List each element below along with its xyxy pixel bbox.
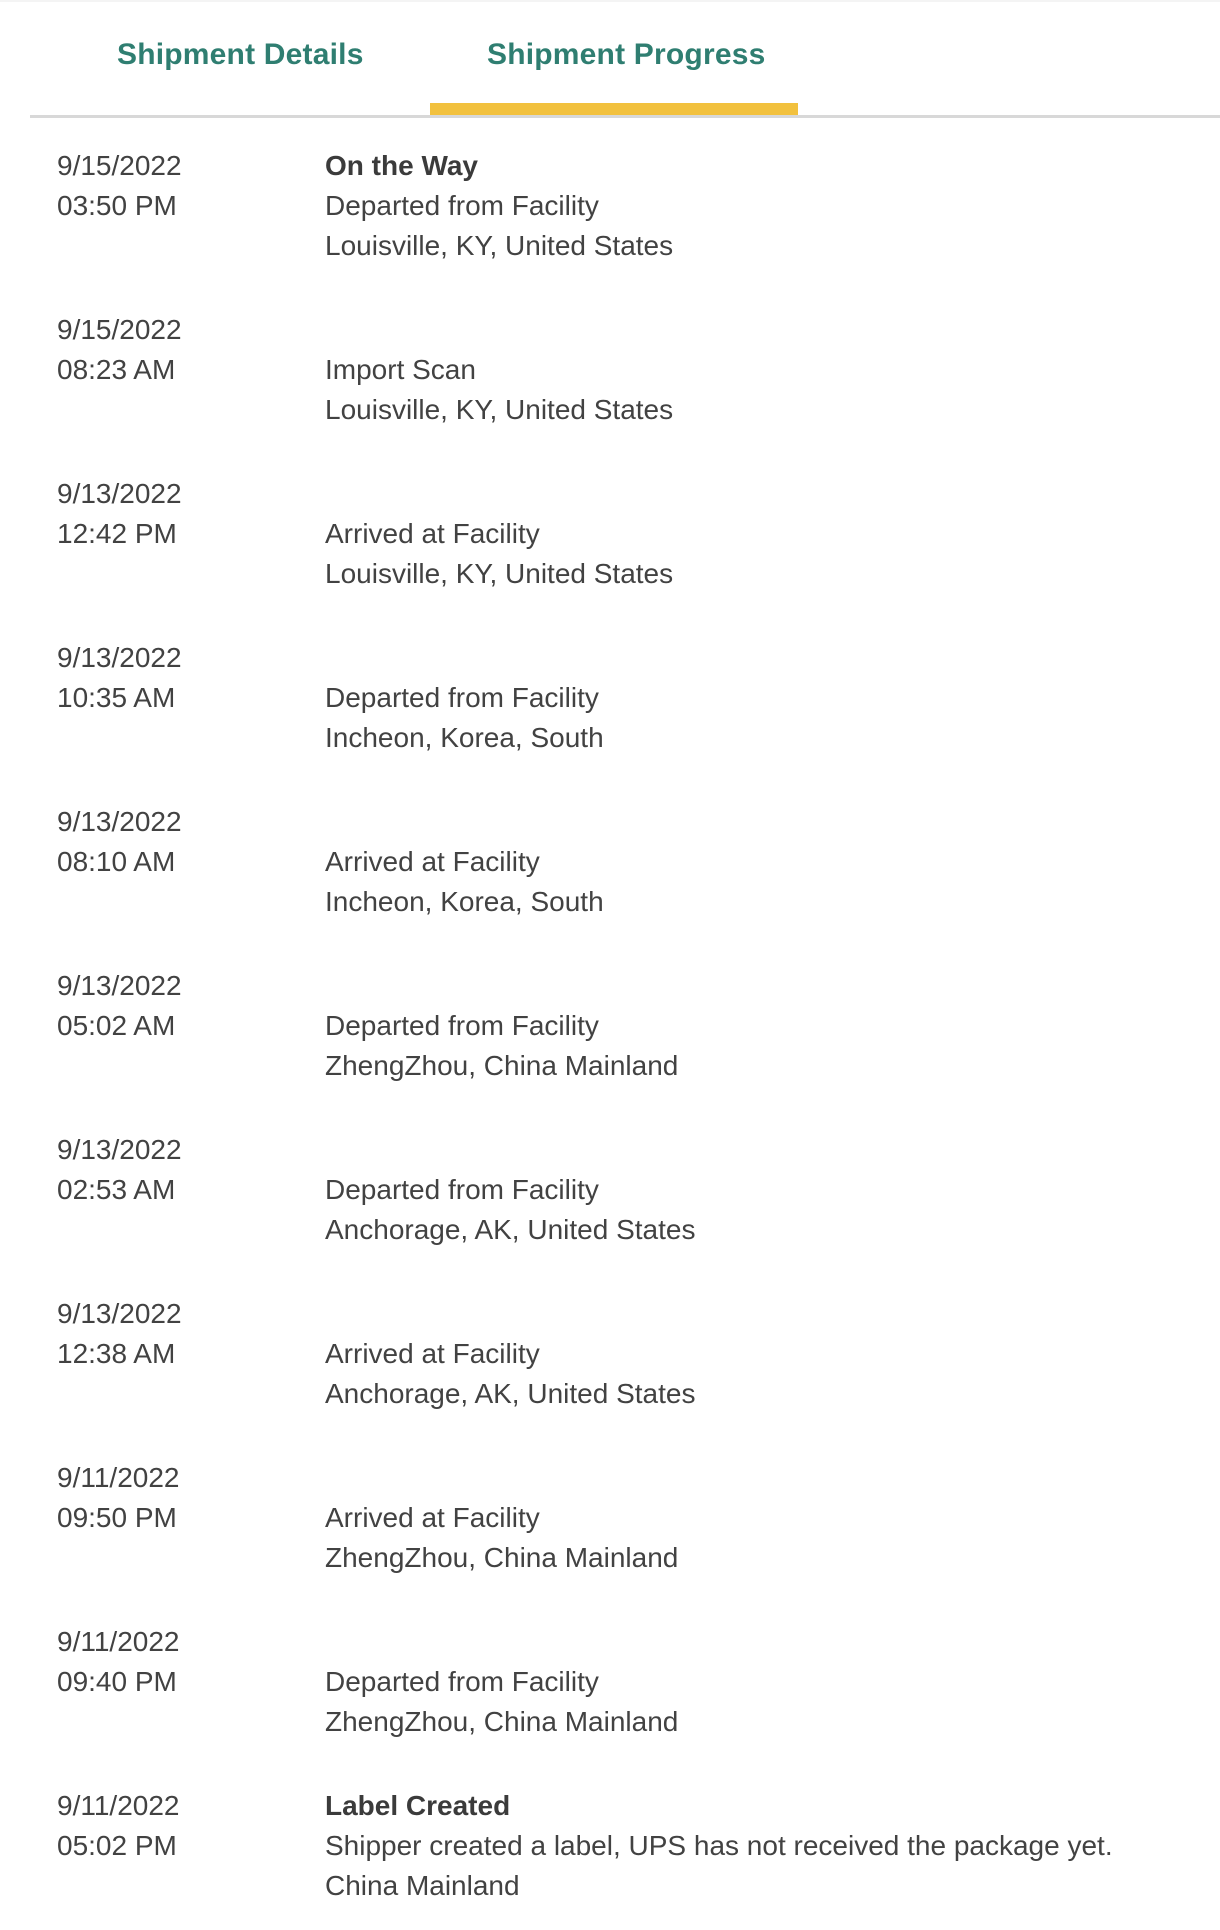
entry-status-title (325, 1294, 1180, 1334)
entry-activity: Arrived at Facility (325, 1338, 540, 1369)
entry-status-title (325, 802, 1180, 842)
entry-status-title (325, 638, 1180, 678)
entry-datetime-column (0, 638, 325, 758)
entry-activity: Departed from Facility (325, 1666, 599, 1697)
entry-status-column (325, 310, 1220, 430)
entry-activity: Departed from Facility (325, 1010, 599, 1041)
entry-time: 09:40 PM (57, 1666, 177, 1697)
entry-time: 03:50 PM (57, 190, 177, 221)
entry-datetime-column (0, 1786, 325, 1906)
entry-activity: Departed from Facility (325, 682, 599, 713)
entry-location: Anchorage, AK, United States (325, 1214, 696, 1245)
entry-date: 9/15/2022 (57, 150, 182, 181)
entry-datetime-column (0, 1458, 325, 1578)
entry-datetime-column (0, 146, 325, 266)
entry-activity: Arrived at Facility (325, 518, 540, 549)
entry-activity: Import Scan (325, 354, 476, 385)
entry-activity: Arrived at Facility (325, 846, 540, 877)
timeline-entry (0, 1130, 1220, 1250)
entry-location: Louisville, KY, United States (325, 394, 674, 425)
entry-location: Louisville, KY, United States (325, 230, 674, 261)
entry-time: 10:35 AM (57, 682, 176, 713)
entry-date: 9/13/2022 (57, 1298, 182, 1329)
entry-date: 9/13/2022 (57, 642, 182, 673)
entry-status-title: Label Created (325, 1790, 511, 1821)
entry-date: 9/13/2022 (57, 806, 182, 837)
tab-shipment-details[interactable]: Shipment Details (117, 38, 364, 71)
timeline-entry (0, 1294, 1220, 1414)
tab-shipment-progress[interactable]: Shipment Progress (487, 38, 766, 71)
entry-date: 9/11/2022 (57, 1462, 180, 1493)
timeline-entry (0, 474, 1220, 594)
entry-datetime-column (0, 1294, 325, 1414)
entry-activity: Departed from Facility (325, 190, 599, 221)
shipment-progress-timeline (0, 120, 1220, 1906)
shipment-tab-bar (0, 0, 1220, 120)
timeline-entry (0, 310, 1220, 430)
tab-divider (30, 115, 1220, 118)
entry-status-column (325, 1130, 1220, 1250)
entry-status-title (325, 1130, 1180, 1170)
timeline-entry (0, 1786, 1220, 1906)
entry-location: ZhengZhou, China Mainland (325, 1050, 679, 1081)
entry-time: 09:50 PM (57, 1502, 177, 1533)
timeline-entry (0, 146, 1220, 266)
entry-location: Anchorage, AK, United States (325, 1378, 696, 1409)
entry-status-column (325, 146, 1220, 266)
entry-time: 05:02 AM (57, 1010, 176, 1041)
entry-activity: Arrived at Facility (325, 1502, 540, 1533)
entry-date: 9/13/2022 (57, 970, 182, 1001)
entry-status-title: On the Way (325, 150, 478, 181)
entry-activity: Departed from Facility (325, 1174, 599, 1205)
entry-date: 9/13/2022 (57, 1134, 182, 1165)
entry-status-column (325, 1294, 1220, 1414)
entry-status-column (325, 966, 1220, 1086)
entry-datetime-column (0, 1622, 325, 1742)
entry-status-column (325, 1458, 1220, 1578)
entry-status-column (325, 1786, 1220, 1906)
timeline-entry (0, 802, 1220, 922)
entry-time: 08:10 AM (57, 846, 176, 877)
entry-status-title (325, 1622, 1180, 1662)
entry-location: Incheon, Korea, South (325, 886, 604, 917)
entry-date: 9/13/2022 (57, 478, 182, 509)
timeline-entry (0, 638, 1220, 758)
entry-datetime-column (0, 802, 325, 922)
entry-date: 9/11/2022 (57, 1626, 180, 1657)
entry-date: 9/15/2022 (57, 314, 182, 345)
entry-datetime-column (0, 966, 325, 1086)
entry-datetime-column (0, 1130, 325, 1250)
entry-time: 02:53 AM (57, 1174, 176, 1205)
entry-status-column (325, 802, 1220, 922)
entry-datetime-column (0, 474, 325, 594)
entry-status-title (325, 966, 1180, 1006)
timeline-entry (0, 1622, 1220, 1742)
entry-location: ZhengZhou, China Mainland (325, 1542, 679, 1573)
timeline-entry (0, 1458, 1220, 1578)
entry-location: China Mainland (325, 1870, 520, 1901)
active-tab-indicator (430, 103, 798, 115)
entry-activity: Shipper created a label, UPS has not received the package yet. (325, 1830, 1113, 1861)
entry-status-column (325, 474, 1220, 594)
entry-time: 08:23 AM (57, 354, 176, 385)
entry-status-column (325, 1622, 1220, 1742)
entry-status-column (325, 638, 1220, 758)
entry-datetime-column (0, 310, 325, 430)
entry-time: 05:02 PM (57, 1830, 177, 1861)
entry-location: ZhengZhou, China Mainland (325, 1706, 679, 1737)
entry-time: 12:42 PM (57, 518, 177, 549)
entry-date: 9/11/2022 (57, 1790, 180, 1821)
entry-time: 12:38 AM (57, 1338, 176, 1369)
timeline-entry (0, 966, 1220, 1086)
entry-status-title (325, 1458, 1180, 1498)
entry-status-title (325, 310, 1180, 350)
entry-status-title (325, 474, 1180, 514)
entry-location: Louisville, KY, United States (325, 558, 674, 589)
entry-location: Incheon, Korea, South (325, 722, 604, 753)
